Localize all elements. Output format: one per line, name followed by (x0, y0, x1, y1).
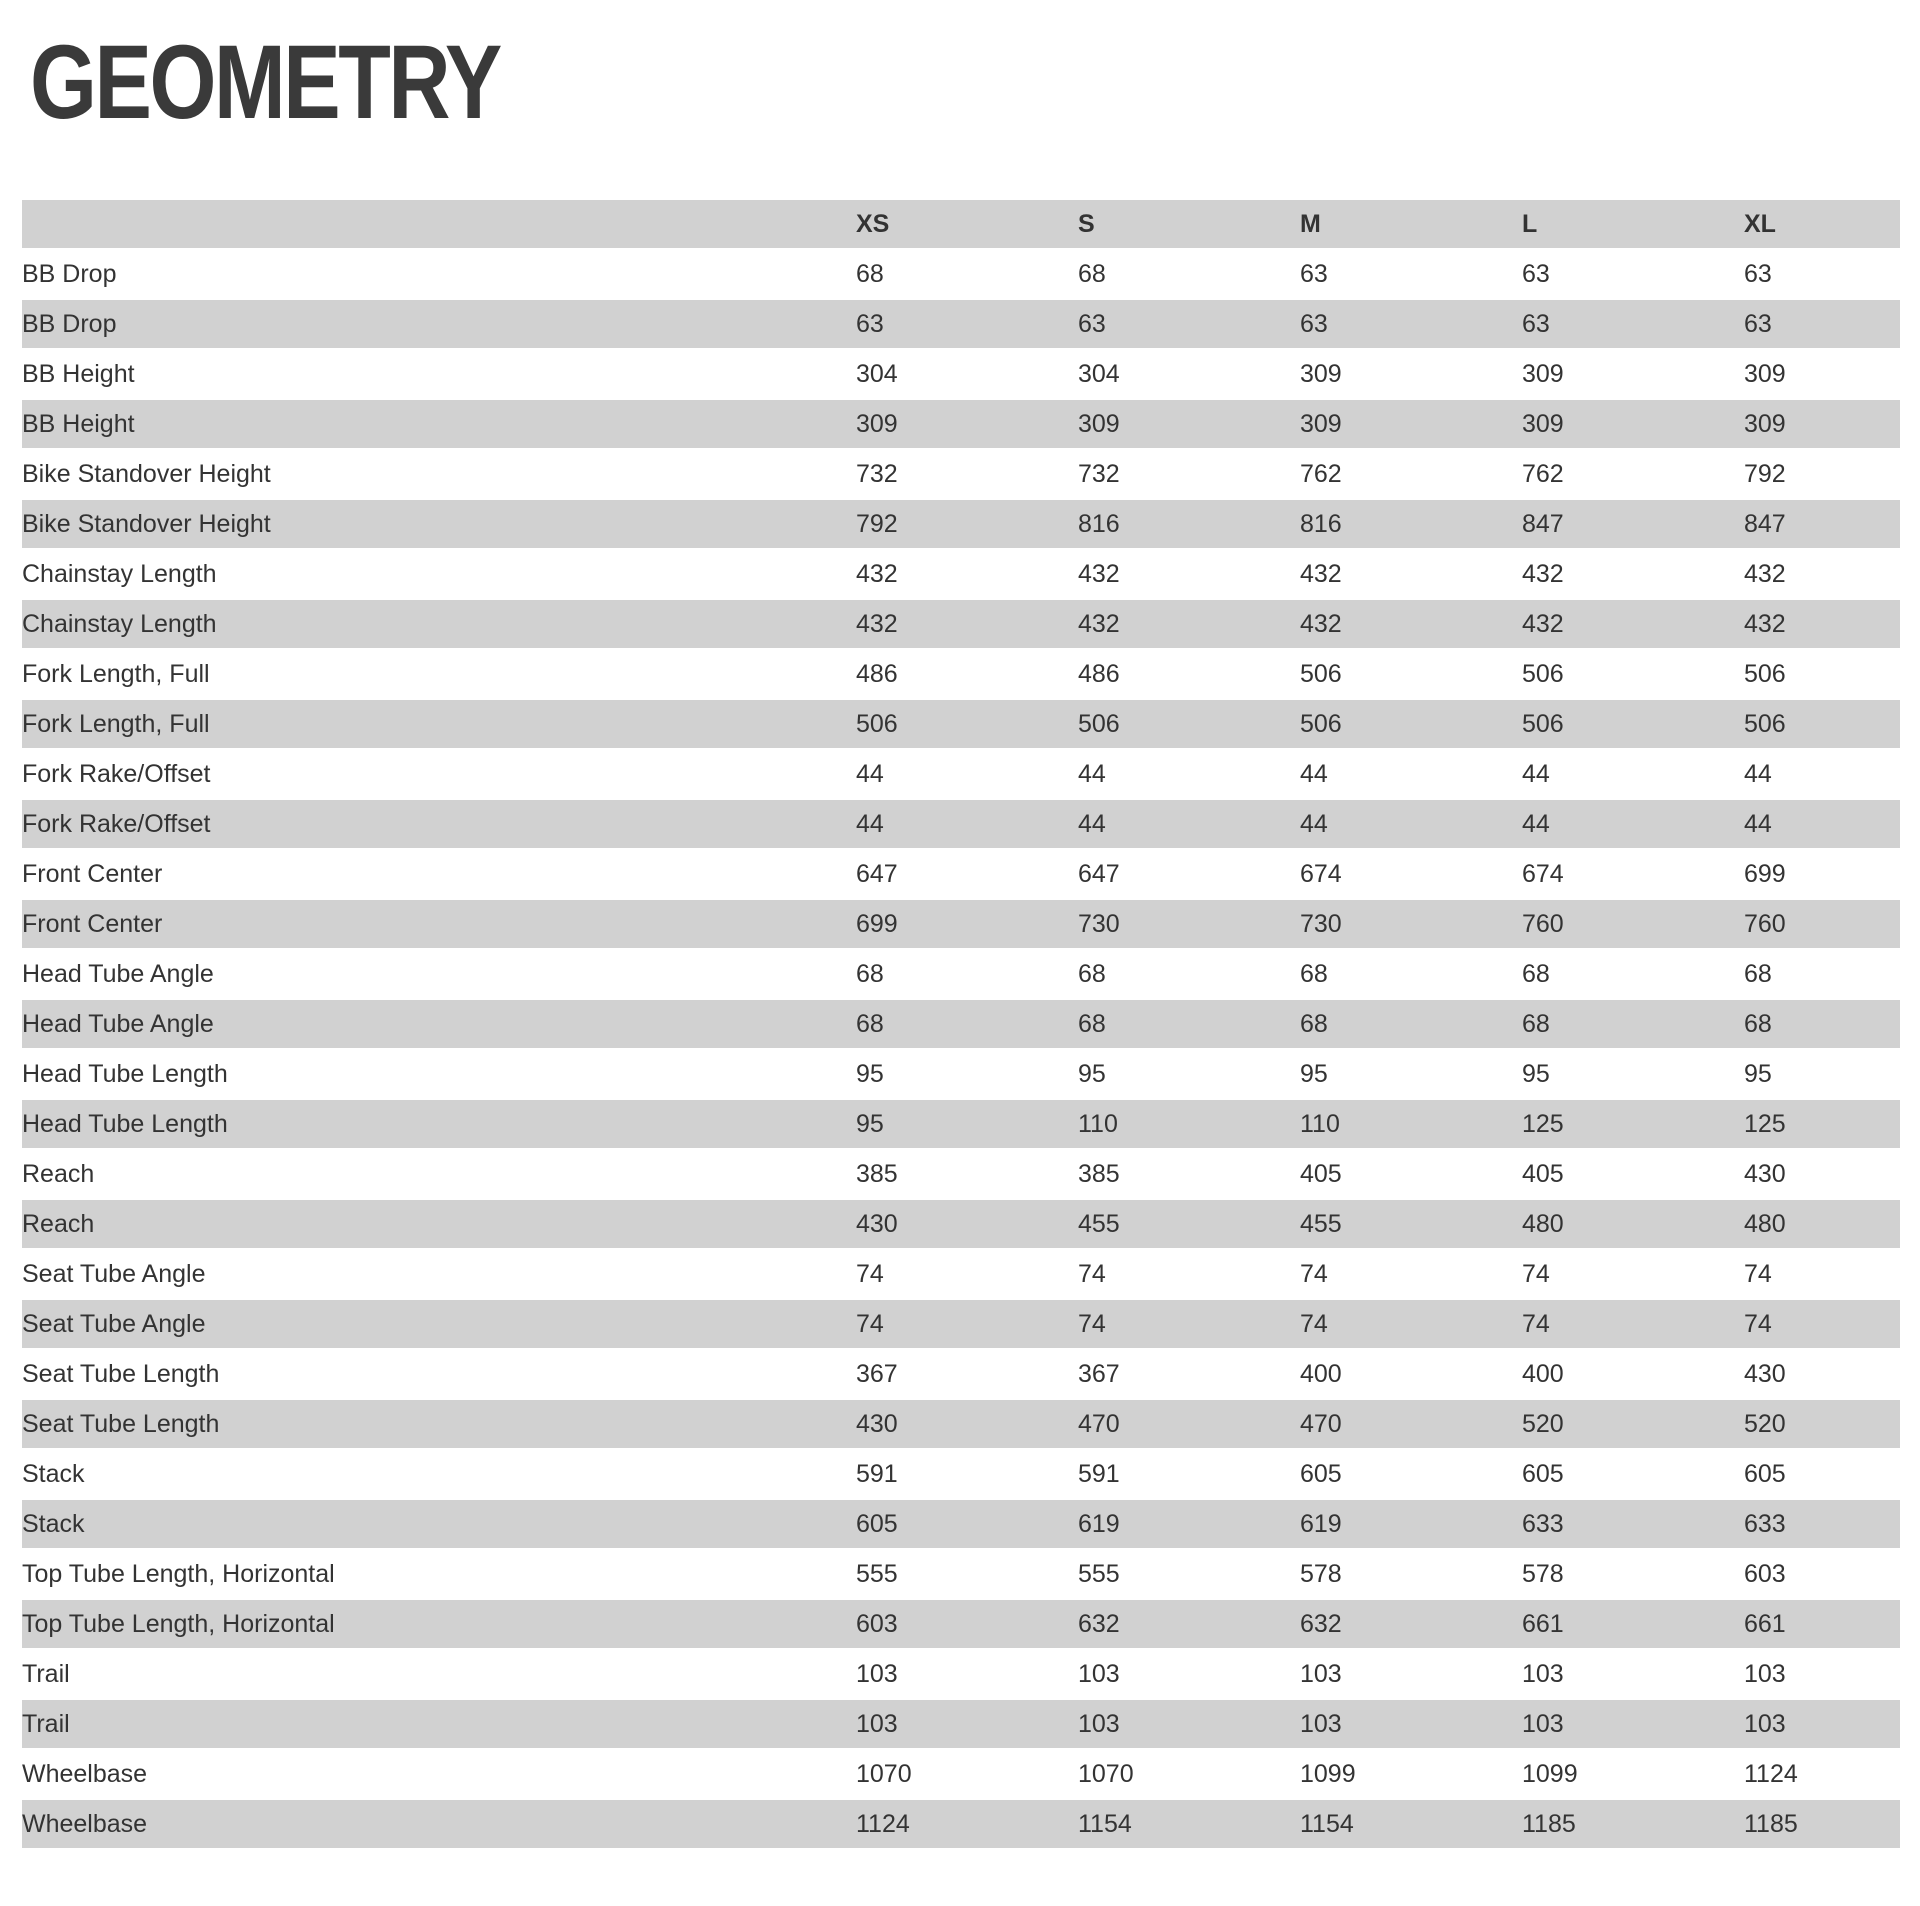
value-cell: 309 (1522, 348, 1744, 398)
value-cell: 110 (1078, 1098, 1300, 1148)
value-cell: 68 (856, 248, 1078, 298)
value-cell: 367 (1078, 1348, 1300, 1398)
value-cell: 44 (1522, 798, 1744, 848)
value-cell: 470 (1078, 1398, 1300, 1448)
value-cell: 480 (1522, 1198, 1744, 1248)
table-row (22, 748, 1900, 798)
table-row (22, 1648, 1900, 1698)
value-cell: 470 (1300, 1398, 1522, 1448)
value-cell: 125 (1744, 1098, 1900, 1148)
value-cell: 304 (1078, 348, 1300, 398)
value-cell: 591 (856, 1448, 1078, 1498)
value-cell: 44 (1744, 798, 1900, 848)
value-cell: 103 (856, 1648, 1078, 1698)
value-cell: 103 (1744, 1698, 1900, 1748)
value-cell: 455 (1300, 1198, 1522, 1248)
table-row (22, 248, 1900, 298)
table-row (22, 498, 1900, 548)
value-cell: 95 (1300, 1048, 1522, 1098)
value-cell: 603 (1744, 1548, 1900, 1598)
value-cell: 578 (1300, 1548, 1522, 1598)
value-cell: 432 (1300, 598, 1522, 648)
value-cell: 632 (1300, 1598, 1522, 1648)
table-row (22, 1498, 1900, 1548)
value-cell: 647 (1078, 848, 1300, 898)
value-cell: 732 (1078, 448, 1300, 498)
value-cell: 103 (1744, 1648, 1900, 1698)
value-cell: 63 (1300, 248, 1522, 298)
value-cell: 103 (1078, 1648, 1300, 1698)
value-cell: 506 (1078, 698, 1300, 748)
value-cell: 63 (1522, 298, 1744, 348)
value-cell: 103 (1078, 1698, 1300, 1748)
value-cell: 309 (1744, 398, 1900, 448)
value-cell: 432 (856, 598, 1078, 648)
value-cell: 68 (1078, 998, 1300, 1048)
value-cell: 760 (1744, 898, 1900, 948)
table-row (22, 998, 1900, 1048)
value-cell: 432 (1300, 548, 1522, 598)
table-row (22, 648, 1900, 698)
column-header-xs: XS (856, 198, 1078, 248)
row-label: Stack (22, 1448, 856, 1498)
row-label: Trail (22, 1648, 856, 1698)
value-cell: 125 (1522, 1098, 1744, 1148)
value-cell: 74 (1522, 1248, 1744, 1298)
value-cell: 103 (1300, 1648, 1522, 1698)
table-row (22, 898, 1900, 948)
row-label: Top Tube Length, Horizontal (22, 1598, 856, 1648)
row-label: Seat Tube Length (22, 1348, 856, 1398)
column-header-s: S (1078, 198, 1300, 248)
value-cell: 95 (1744, 1048, 1900, 1098)
table-row (22, 448, 1900, 498)
page-title: GEOMETRY (30, 24, 500, 141)
value-cell: 103 (1522, 1698, 1744, 1748)
value-cell: 1154 (1078, 1798, 1300, 1848)
value-cell: 732 (856, 448, 1078, 498)
row-label: BB Drop (22, 298, 856, 348)
row-label: Seat Tube Length (22, 1398, 856, 1448)
value-cell: 68 (1078, 248, 1300, 298)
value-cell: 647 (856, 848, 1078, 898)
value-cell: 486 (856, 648, 1078, 698)
value-cell: 455 (1078, 1198, 1300, 1248)
value-cell: 44 (1300, 798, 1522, 848)
value-cell: 68 (1744, 948, 1900, 998)
table-row (22, 348, 1900, 398)
value-cell: 762 (1300, 448, 1522, 498)
value-cell: 1154 (1300, 1798, 1522, 1848)
value-cell: 405 (1300, 1148, 1522, 1198)
value-cell: 605 (1300, 1448, 1522, 1498)
table-row (22, 698, 1900, 748)
table-row (22, 1198, 1900, 1248)
value-cell: 555 (1078, 1548, 1300, 1598)
value-cell: 68 (1078, 948, 1300, 998)
row-label: Head Tube Length (22, 1048, 856, 1098)
value-cell: 74 (1300, 1248, 1522, 1298)
value-cell: 405 (1522, 1148, 1744, 1198)
value-cell: 400 (1522, 1348, 1744, 1398)
row-label: Front Center (22, 898, 856, 948)
value-cell: 506 (1744, 648, 1900, 698)
value-cell: 44 (1744, 748, 1900, 798)
value-cell: 591 (1078, 1448, 1300, 1498)
table-row (22, 1248, 1900, 1298)
geometry-table (22, 198, 1900, 1848)
value-cell: 309 (1522, 398, 1744, 448)
value-cell: 63 (1744, 248, 1900, 298)
value-cell: 432 (1744, 598, 1900, 648)
value-cell: 95 (1078, 1048, 1300, 1098)
value-cell: 385 (856, 1148, 1078, 1198)
value-cell: 506 (1522, 648, 1744, 698)
value-cell: 68 (1300, 998, 1522, 1048)
row-label: Trail (22, 1698, 856, 1748)
value-cell: 103 (1522, 1648, 1744, 1698)
value-cell: 74 (1744, 1248, 1900, 1298)
value-cell: 74 (1744, 1298, 1900, 1348)
value-cell: 74 (1300, 1298, 1522, 1348)
table-header-row (22, 198, 1900, 248)
value-cell: 432 (856, 548, 1078, 598)
value-cell: 309 (1300, 348, 1522, 398)
value-cell: 432 (1744, 548, 1900, 598)
value-cell: 400 (1300, 1348, 1522, 1398)
table-row (22, 948, 1900, 998)
value-cell: 44 (1078, 748, 1300, 798)
row-label: Front Center (22, 848, 856, 898)
value-cell: 74 (1078, 1298, 1300, 1348)
value-cell: 367 (856, 1348, 1078, 1398)
value-cell: 68 (1522, 948, 1744, 998)
value-cell: 63 (1300, 298, 1522, 348)
value-cell: 68 (1522, 998, 1744, 1048)
value-cell: 699 (856, 898, 1078, 948)
value-cell: 506 (1744, 698, 1900, 748)
table-row (22, 598, 1900, 648)
column-header-xl: XL (1744, 198, 1900, 248)
table-row (22, 1298, 1900, 1348)
value-cell: 432 (1078, 548, 1300, 598)
value-cell: 430 (1744, 1348, 1900, 1398)
corner-cell (22, 198, 856, 248)
value-cell: 44 (856, 798, 1078, 848)
value-cell: 506 (1522, 698, 1744, 748)
value-cell: 44 (1522, 748, 1744, 798)
table-row (22, 1448, 1900, 1498)
value-cell: 1099 (1522, 1748, 1744, 1798)
row-label: Fork Length, Full (22, 648, 856, 698)
value-cell: 661 (1522, 1598, 1744, 1648)
value-cell: 1070 (856, 1748, 1078, 1798)
table-row (22, 848, 1900, 898)
value-cell: 68 (856, 948, 1078, 998)
table-row (22, 1598, 1900, 1648)
value-cell: 74 (856, 1248, 1078, 1298)
table-row (22, 1698, 1900, 1748)
value-cell: 430 (1744, 1148, 1900, 1198)
table-row (22, 548, 1900, 598)
row-label: Chainstay Length (22, 598, 856, 648)
table-row (22, 1398, 1900, 1448)
value-cell: 792 (856, 498, 1078, 548)
value-cell: 792 (1744, 448, 1900, 498)
geometry-table-body (22, 248, 1900, 1848)
value-cell: 103 (1300, 1698, 1522, 1748)
value-cell: 103 (856, 1698, 1078, 1748)
value-cell: 699 (1744, 848, 1900, 898)
value-cell: 486 (1078, 648, 1300, 698)
table-row (22, 798, 1900, 848)
row-label: Head Tube Angle (22, 948, 856, 998)
value-cell: 760 (1522, 898, 1744, 948)
value-cell: 63 (1744, 298, 1900, 348)
row-label: Chainstay Length (22, 548, 856, 598)
value-cell: 432 (1522, 598, 1744, 648)
value-cell: 816 (1078, 498, 1300, 548)
value-cell: 309 (1078, 398, 1300, 448)
table-row (22, 1748, 1900, 1798)
row-label: Top Tube Length, Horizontal (22, 1548, 856, 1598)
row-label: Stack (22, 1498, 856, 1548)
value-cell: 605 (1744, 1448, 1900, 1498)
value-cell: 68 (1300, 948, 1522, 998)
value-cell: 674 (1300, 848, 1522, 898)
value-cell: 430 (856, 1398, 1078, 1448)
row-label: Seat Tube Angle (22, 1298, 856, 1348)
value-cell: 1185 (1744, 1798, 1900, 1848)
value-cell: 605 (1522, 1448, 1744, 1498)
value-cell: 95 (856, 1098, 1078, 1148)
value-cell: 309 (1744, 348, 1900, 398)
table-row (22, 1348, 1900, 1398)
value-cell: 661 (1744, 1598, 1900, 1648)
value-cell: 385 (1078, 1148, 1300, 1198)
table-row (22, 1048, 1900, 1098)
value-cell: 605 (856, 1498, 1078, 1548)
row-label: Wheelbase (22, 1748, 856, 1798)
value-cell: 1185 (1522, 1798, 1744, 1848)
row-label: Reach (22, 1198, 856, 1248)
row-label: Seat Tube Angle (22, 1248, 856, 1298)
row-label: Fork Rake/Offset (22, 748, 856, 798)
value-cell: 44 (1300, 748, 1522, 798)
value-cell: 520 (1744, 1398, 1900, 1448)
value-cell: 480 (1744, 1198, 1900, 1248)
value-cell: 730 (1300, 898, 1522, 948)
row-label: Reach (22, 1148, 856, 1198)
column-header-l: L (1522, 198, 1744, 248)
row-label: Fork Rake/Offset (22, 798, 856, 848)
value-cell: 619 (1078, 1498, 1300, 1548)
column-header-m: M (1300, 198, 1522, 248)
value-cell: 63 (1078, 298, 1300, 348)
table-row (22, 298, 1900, 348)
value-cell: 619 (1300, 1498, 1522, 1548)
value-cell: 847 (1744, 498, 1900, 548)
value-cell: 309 (856, 398, 1078, 448)
row-label: Bike Standover Height (22, 448, 856, 498)
value-cell: 74 (1522, 1298, 1744, 1348)
value-cell: 432 (1522, 548, 1744, 598)
value-cell: 730 (1078, 898, 1300, 948)
value-cell: 430 (856, 1198, 1078, 1248)
value-cell: 304 (856, 348, 1078, 398)
table-row (22, 1148, 1900, 1198)
value-cell: 1099 (1300, 1748, 1522, 1798)
value-cell: 520 (1522, 1398, 1744, 1448)
value-cell: 632 (1078, 1598, 1300, 1648)
value-cell: 555 (856, 1548, 1078, 1598)
row-label: Head Tube Length (22, 1098, 856, 1148)
value-cell: 506 (1300, 698, 1522, 748)
value-cell: 309 (1300, 398, 1522, 448)
value-cell: 762 (1522, 448, 1744, 498)
row-label: Head Tube Angle (22, 998, 856, 1048)
value-cell: 74 (856, 1298, 1078, 1348)
value-cell: 633 (1522, 1498, 1744, 1548)
value-cell: 633 (1744, 1498, 1900, 1548)
value-cell: 1070 (1078, 1748, 1300, 1798)
row-label: BB Height (22, 348, 856, 398)
value-cell: 68 (856, 998, 1078, 1048)
table-row (22, 1548, 1900, 1598)
table-row (22, 398, 1900, 448)
row-label: BB Drop (22, 248, 856, 298)
value-cell: 506 (856, 698, 1078, 748)
row-label: Fork Length, Full (22, 698, 856, 748)
value-cell: 506 (1300, 648, 1522, 698)
value-cell: 95 (1522, 1048, 1744, 1098)
value-cell: 432 (1078, 598, 1300, 648)
value-cell: 1124 (1744, 1748, 1900, 1798)
table-row (22, 1798, 1900, 1848)
value-cell: 74 (1078, 1248, 1300, 1298)
value-cell: 816 (1300, 498, 1522, 548)
value-cell: 847 (1522, 498, 1744, 548)
row-label: Bike Standover Height (22, 498, 856, 548)
table-row (22, 1098, 1900, 1148)
value-cell: 95 (856, 1048, 1078, 1098)
row-label: BB Height (22, 398, 856, 448)
value-cell: 110 (1300, 1098, 1522, 1148)
value-cell: 578 (1522, 1548, 1744, 1598)
value-cell: 63 (856, 298, 1078, 348)
value-cell: 603 (856, 1598, 1078, 1648)
row-label: Wheelbase (22, 1798, 856, 1848)
value-cell: 63 (1522, 248, 1744, 298)
value-cell: 674 (1522, 848, 1744, 898)
value-cell: 44 (1078, 798, 1300, 848)
value-cell: 44 (856, 748, 1078, 798)
value-cell: 1124 (856, 1798, 1078, 1848)
value-cell: 68 (1744, 998, 1900, 1048)
